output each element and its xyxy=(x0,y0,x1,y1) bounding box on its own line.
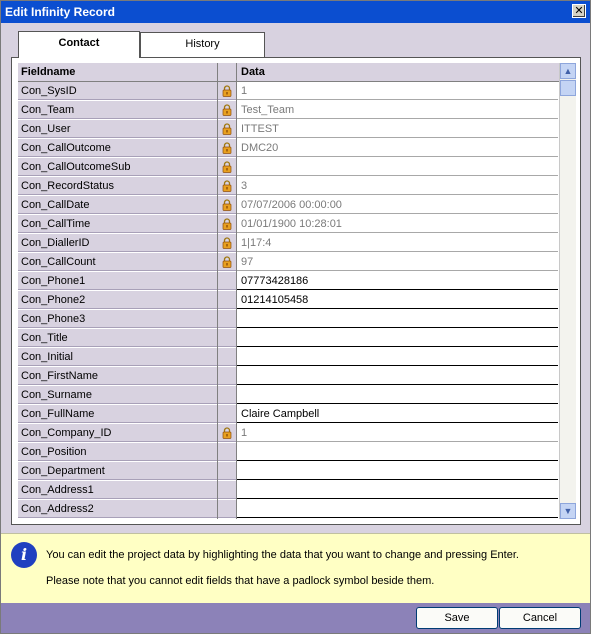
field-name-cell: Con_Team xyxy=(18,101,217,119)
padlock-icon xyxy=(222,104,232,116)
table-row[interactable] xyxy=(18,405,559,424)
lock-cell xyxy=(218,329,236,347)
padlock-icon xyxy=(222,180,232,192)
table-row[interactable] xyxy=(18,462,559,481)
lock-cell xyxy=(218,348,236,366)
padlock-icon xyxy=(222,161,232,173)
field-name-cell: Con_FirstName xyxy=(18,367,217,385)
field-name-cell: Con_Address2 xyxy=(18,500,217,518)
scroll-down-button[interactable]: ▼ xyxy=(560,503,576,519)
padlock-icon xyxy=(222,199,232,211)
table-row[interactable] xyxy=(18,500,559,519)
table-row[interactable] xyxy=(18,424,559,443)
field-name-cell: Con_RecordStatus xyxy=(18,177,217,195)
scroll-thumb[interactable] xyxy=(560,80,576,96)
field-value-cell[interactable]: 07773428186 xyxy=(237,272,558,290)
table-row[interactable] xyxy=(18,158,559,177)
field-value-cell[interactable]: 01/01/1900 10:28:01 xyxy=(237,215,558,233)
column-divider xyxy=(236,63,237,519)
field-name-cell: Con_Surname xyxy=(18,386,217,404)
lock-cell xyxy=(218,101,236,119)
field-name-cell: Con_DiallerID xyxy=(18,234,217,252)
field-value-cell[interactable] xyxy=(237,462,558,480)
field-value-cell[interactable]: Claire Campbell xyxy=(237,405,558,423)
table-row[interactable] xyxy=(18,310,559,329)
lock-cell xyxy=(218,139,236,157)
field-name-cell: Con_Department xyxy=(18,462,217,480)
grid-header xyxy=(18,63,559,82)
field-value-cell[interactable] xyxy=(237,386,558,404)
field-value-cell[interactable] xyxy=(237,500,558,518)
padlock-icon xyxy=(222,123,232,135)
lock-cell xyxy=(218,424,236,442)
field-value-cell[interactable]: 1|17:4 xyxy=(237,234,558,252)
lock-cell xyxy=(218,158,236,176)
field-value-cell[interactable]: 1 xyxy=(237,424,558,442)
tab-contact[interactable]: Contact xyxy=(18,31,140,58)
table-row[interactable] xyxy=(18,101,559,120)
field-value-cell[interactable]: DMC20 xyxy=(237,139,558,157)
vertical-scrollbar[interactable] xyxy=(559,63,576,519)
field-name-cell: Con_Address1 xyxy=(18,481,217,499)
window-title: Edit Infinity Record xyxy=(5,5,116,19)
button-bar xyxy=(1,603,590,633)
field-name-cell: Con_CallOutcomeSub xyxy=(18,158,217,176)
record-grid xyxy=(18,63,559,519)
field-name-cell: Con_CallDate xyxy=(18,196,217,214)
table-row[interactable] xyxy=(18,272,559,291)
lock-cell xyxy=(218,253,236,271)
column-divider xyxy=(217,63,218,519)
fieldname-column-header[interactable]: Fieldname xyxy=(21,66,76,78)
lock-cell xyxy=(218,177,236,195)
lock-cell xyxy=(218,82,236,100)
table-row[interactable] xyxy=(18,82,559,101)
field-name-cell: Con_Company_ID xyxy=(18,424,217,442)
padlock-icon xyxy=(222,142,232,154)
field-name-cell: Con_Position xyxy=(18,443,217,461)
field-name-cell: Con_CallOutcome xyxy=(18,139,217,157)
table-row[interactable] xyxy=(18,253,559,272)
table-row[interactable] xyxy=(18,291,559,310)
field-name-cell: Con_Phone3 xyxy=(18,310,217,328)
field-name-cell: Con_Phone1 xyxy=(18,272,217,290)
field-value-cell[interactable]: 1 xyxy=(237,82,558,100)
field-value-cell[interactable] xyxy=(237,310,558,328)
table-row[interactable] xyxy=(18,386,559,405)
field-value-cell[interactable] xyxy=(237,329,558,347)
table-row[interactable] xyxy=(18,367,559,386)
lock-cell xyxy=(218,196,236,214)
table-row[interactable] xyxy=(18,177,559,196)
padlock-icon xyxy=(222,237,232,249)
lock-cell xyxy=(218,215,236,233)
field-value-cell[interactable]: 97 xyxy=(237,253,558,271)
table-row[interactable] xyxy=(18,196,559,215)
field-value-cell[interactable] xyxy=(237,443,558,461)
table-row[interactable] xyxy=(18,139,559,158)
field-value-cell[interactable] xyxy=(237,348,558,366)
data-column-header[interactable]: Data xyxy=(241,66,265,78)
info-text-line2: Please note that you cannot edit fields that have a padlock symbol beside them. xyxy=(46,575,435,587)
field-name-cell: Con_User xyxy=(18,120,217,138)
lock-cell xyxy=(218,310,236,328)
field-value-cell[interactable] xyxy=(237,367,558,385)
field-name-cell: Con_CallTime xyxy=(18,215,217,233)
info-panel xyxy=(1,533,590,604)
field-name-cell: Con_SysID xyxy=(18,82,217,100)
padlock-icon xyxy=(222,427,232,439)
tab-history[interactable]: History xyxy=(140,32,265,57)
table-row[interactable] xyxy=(18,348,559,367)
field-value-cell[interactable]: Test_Team xyxy=(237,101,558,119)
scroll-up-button[interactable]: ▲ xyxy=(560,63,576,79)
field-value-cell[interactable] xyxy=(237,158,558,176)
field-name-cell: Con_FullName xyxy=(18,405,217,423)
padlock-icon xyxy=(222,256,232,268)
field-value-cell[interactable] xyxy=(237,481,558,499)
info-text-line1: You can edit the project data by highlighting the data that you want to change and pressing Enter. xyxy=(46,549,519,561)
lock-cell xyxy=(218,443,236,461)
title-bar xyxy=(1,1,590,23)
lock-cell xyxy=(218,367,236,385)
cancel-button[interactable]: Cancel xyxy=(499,607,581,629)
padlock-icon xyxy=(222,218,232,230)
info-icon: i xyxy=(11,542,37,568)
close-button[interactable]: ✕ xyxy=(572,4,586,18)
lock-cell xyxy=(218,272,236,290)
lock-cell xyxy=(218,405,236,423)
lock-cell xyxy=(218,234,236,252)
lock-cell xyxy=(218,500,236,518)
table-row[interactable] xyxy=(18,481,559,500)
lock-cell xyxy=(218,291,236,309)
field-value-cell[interactable]: 07/07/2006 00:00:00 xyxy=(237,196,558,214)
field-value-cell[interactable]: 01214105458 xyxy=(237,291,558,309)
field-name-cell: Con_Initial xyxy=(18,348,217,366)
padlock-icon xyxy=(222,85,232,97)
table-row[interactable] xyxy=(18,234,559,253)
lock-cell xyxy=(218,120,236,138)
field-value-cell[interactable]: ITTEST xyxy=(237,120,558,138)
lock-cell xyxy=(218,462,236,480)
lock-cell xyxy=(218,481,236,499)
table-row[interactable] xyxy=(18,120,559,139)
lock-cell xyxy=(218,386,236,404)
field-name-cell: Con_CallCount xyxy=(18,253,217,271)
field-name-cell: Con_Phone2 xyxy=(18,291,217,309)
table-row[interactable] xyxy=(18,443,559,462)
table-row[interactable] xyxy=(18,215,559,234)
field-name-cell: Con_Title xyxy=(18,329,217,347)
save-button[interactable]: Save xyxy=(416,607,498,629)
field-value-cell[interactable]: 3 xyxy=(237,177,558,195)
table-row[interactable] xyxy=(18,329,559,348)
